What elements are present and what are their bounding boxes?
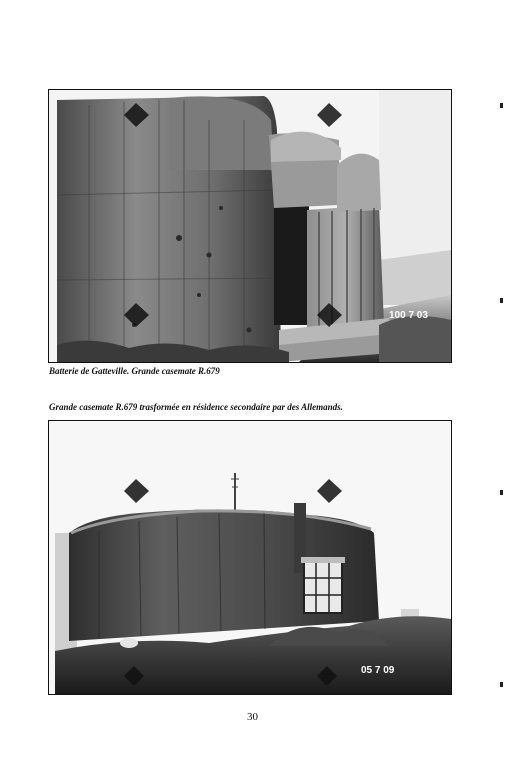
photo-caption: Batterie de Gatteville. Grande casemate R.679 <box>49 366 220 376</box>
page-edge-mark <box>500 682 503 687</box>
photo-code: 05 7 09 <box>361 665 395 676</box>
page-number: 30 <box>247 711 258 723</box>
page-edge-mark <box>500 103 503 108</box>
page-edge-mark <box>500 298 503 303</box>
photo-caption: Grande casemate R.679 trasformée en résidence secondaire par des Allemands. <box>49 402 343 412</box>
photo-casemate-gatteville <box>48 89 452 363</box>
photo-casemate-residence <box>48 420 452 695</box>
casemate-photo-2-image <box>49 421 451 694</box>
casemate-photo-1-image <box>49 90 451 362</box>
page-edge-mark <box>500 490 503 495</box>
photo-code: 100 7 03 <box>389 310 428 321</box>
